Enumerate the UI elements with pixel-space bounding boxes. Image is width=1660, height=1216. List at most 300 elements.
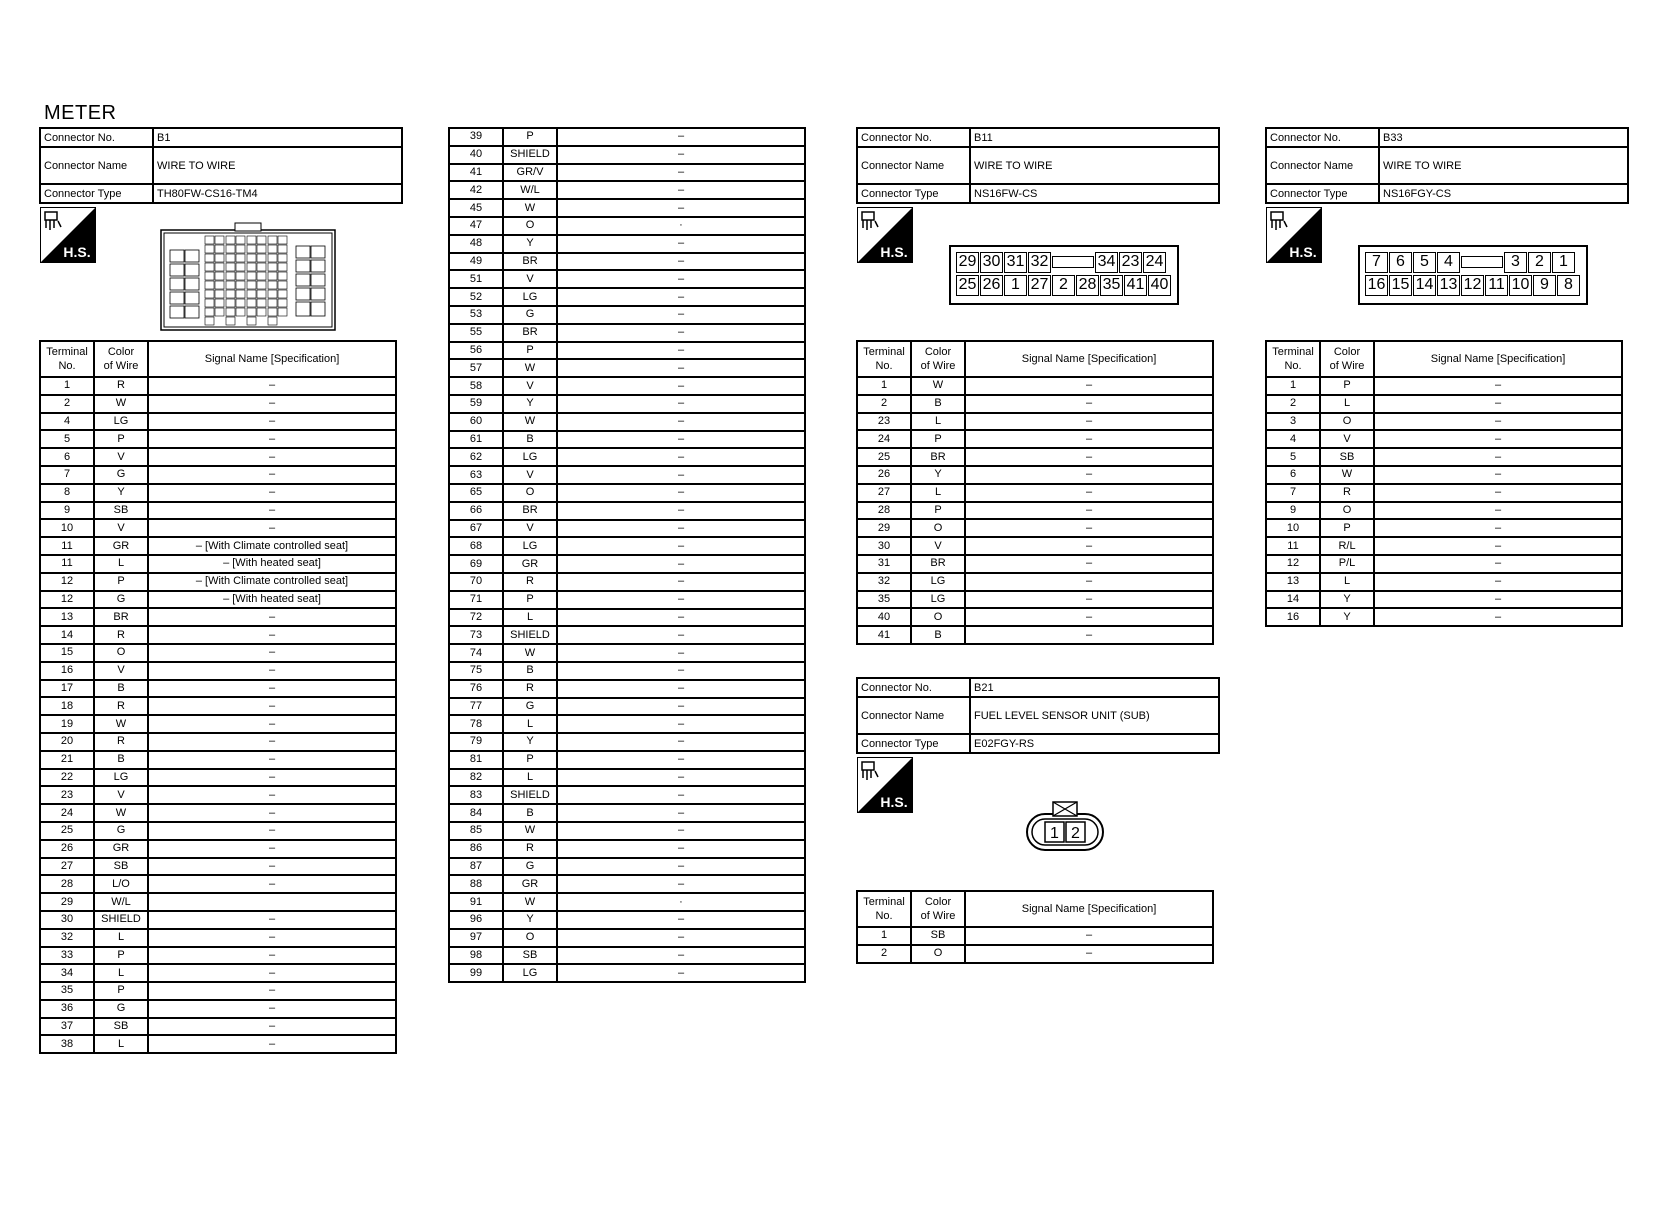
- wire-color-cell: B: [503, 662, 557, 680]
- wire-color-cell: W: [503, 199, 557, 217]
- table-row: [1266, 537, 1622, 555]
- wire-color-cell: W: [94, 715, 148, 733]
- wire-color-cell: P: [503, 128, 557, 146]
- wire-color-cell: B: [503, 804, 557, 822]
- table-row: [449, 359, 805, 377]
- terminal-no-cell: 20: [40, 733, 94, 751]
- table-row: [449, 342, 805, 360]
- terminal-no-cell: 36: [40, 1000, 94, 1018]
- connector-pin: 5: [1413, 252, 1436, 273]
- terminal-no-cell: 3: [1266, 413, 1320, 431]
- table-row: [857, 555, 1213, 573]
- signal-name-cell: –: [1374, 484, 1622, 502]
- terminal-no-cell: 96: [449, 911, 503, 929]
- header-signal-name: Signal Name [Specification]: [965, 891, 1213, 927]
- signal-name-cell: – [With heated seat]: [148, 555, 396, 573]
- header-color-of-wire: Color of Wire: [1320, 341, 1374, 377]
- b21-connector-name: FUEL LEVEL SENSOR UNIT (SUB): [970, 697, 1219, 734]
- terminal-no-cell: 41: [449, 164, 503, 182]
- signal-name-cell: –: [557, 413, 805, 431]
- wire-color-cell: BR: [503, 253, 557, 271]
- wire-color-cell: L: [94, 964, 148, 982]
- wire-color-cell: V: [94, 662, 148, 680]
- b11-connector-no: B11: [970, 128, 1219, 147]
- signal-name-cell: –: [1374, 466, 1622, 484]
- terminal-no-cell: 48: [449, 235, 503, 253]
- wire-color-cell: O: [911, 945, 965, 963]
- header-signal-name: Signal Name [Specification]: [1374, 341, 1622, 377]
- wire-color-cell: R: [94, 697, 148, 715]
- table-row: [40, 751, 396, 769]
- wire-color-cell: O: [1320, 502, 1374, 520]
- terminal-no-cell: 87: [449, 858, 503, 876]
- connector-pin: 4: [1437, 252, 1460, 273]
- signal-name-cell: –: [557, 591, 805, 609]
- terminal-no-cell: 29: [40, 893, 94, 911]
- signal-name-cell: –: [1374, 573, 1622, 591]
- signal-name-cell: –: [148, 608, 396, 626]
- signal-name-cell: –: [557, 253, 805, 271]
- header-terminal-no: Terminal No.: [857, 341, 911, 377]
- label-connector-name: Connector Name: [857, 697, 970, 734]
- wire-color-cell: SB: [911, 927, 965, 945]
- table-row: [40, 1035, 396, 1053]
- wire-color-cell: LG: [911, 591, 965, 609]
- table-row: [857, 608, 1213, 626]
- wire-color-cell: LG: [503, 448, 557, 466]
- wire-color-cell: LG: [911, 573, 965, 591]
- terminal-no-cell: 31: [857, 555, 911, 573]
- b33-connector-name: WIRE TO WIRE: [1379, 147, 1628, 184]
- table-row: [1266, 395, 1622, 413]
- signal-name-cell: –: [1374, 519, 1622, 537]
- table-row: [40, 964, 396, 982]
- terminal-no-cell: 2: [857, 395, 911, 413]
- table-row: [40, 929, 396, 947]
- header-signal-name: Signal Name [Specification]: [965, 341, 1213, 377]
- connector-b21-info: [856, 677, 1220, 754]
- signal-name-cell: –: [557, 537, 805, 555]
- connector-pin: 31: [1004, 252, 1027, 273]
- wire-color-cell: L: [503, 609, 557, 627]
- table-row: [40, 893, 396, 911]
- terminal-no-cell: 32: [40, 929, 94, 947]
- signal-name-cell: –: [557, 181, 805, 199]
- wire-color-cell: B: [911, 626, 965, 644]
- signal-name-cell: –: [1374, 502, 1622, 520]
- wire-color-cell: G: [94, 1000, 148, 1018]
- table-row: [40, 555, 396, 573]
- terminal-no-cell: 77: [449, 698, 503, 716]
- connector-pin: 9: [1533, 275, 1556, 296]
- wire-color-cell: R: [503, 573, 557, 591]
- wire-color-cell: L: [94, 555, 148, 573]
- connector-pin: 40: [1148, 275, 1171, 296]
- table-row: [449, 537, 805, 555]
- terminal-no-cell: 5: [40, 430, 94, 448]
- table-row: [449, 199, 805, 217]
- terminal-no-cell: 14: [40, 626, 94, 644]
- wire-color-cell: O: [503, 929, 557, 947]
- terminal-no-cell: 58: [449, 377, 503, 395]
- connector-pin: 32: [1028, 252, 1051, 273]
- wire-color-cell: SB: [1320, 448, 1374, 466]
- terminal-no-cell: 2: [1266, 395, 1320, 413]
- connector-b1-info: [39, 127, 403, 204]
- wire-color-cell: SHIELD: [503, 626, 557, 644]
- b11-connector-face: [949, 245, 1179, 305]
- terminal-no-cell: 82: [449, 769, 503, 787]
- signal-name-cell: –: [965, 608, 1213, 626]
- terminal-no-cell: 11: [1266, 537, 1320, 555]
- wire-color-cell: W: [1320, 466, 1374, 484]
- table-row: [857, 413, 1213, 431]
- terminal-no-cell: 42: [449, 181, 503, 199]
- hs-badge-text: H.S.: [63, 244, 91, 260]
- table-row: [40, 448, 396, 466]
- b21-connector-no: B21: [970, 678, 1219, 697]
- wire-color-cell: L: [94, 1035, 148, 1053]
- terminal-no-cell: 71: [449, 591, 503, 609]
- terminal-no-cell: 23: [857, 413, 911, 431]
- wire-color-cell: LG: [503, 964, 557, 982]
- terminal-no-cell: 33: [40, 947, 94, 965]
- connector-pin: 14: [1413, 275, 1436, 296]
- table-row: [449, 288, 805, 306]
- signal-name-cell: –: [965, 448, 1213, 466]
- harness-side-icon: [857, 207, 913, 263]
- signal-name-cell: –: [557, 235, 805, 253]
- wire-color-cell: P: [503, 591, 557, 609]
- signal-name-cell: ·: [557, 893, 805, 911]
- table-row: [449, 786, 805, 804]
- signal-name-cell: –: [148, 697, 396, 715]
- terminal-no-cell: 2: [857, 945, 911, 963]
- b11-connector-name: WIRE TO WIRE: [970, 147, 1219, 184]
- terminal-no-cell: 17: [40, 680, 94, 698]
- signal-name-cell: –: [148, 982, 396, 1000]
- signal-name-cell: –: [557, 306, 805, 324]
- table-row: [449, 893, 805, 911]
- connector-key-slot: [1052, 256, 1094, 268]
- table-row: [449, 573, 805, 591]
- terminal-no-cell: 29: [857, 519, 911, 537]
- table-row: [40, 466, 396, 484]
- signal-name-cell: –: [148, 1035, 396, 1053]
- signal-name-cell: –: [557, 555, 805, 573]
- connector-pin: 1: [1552, 252, 1575, 273]
- connector-pin: 23: [1119, 252, 1142, 273]
- terminal-no-cell: 9: [1266, 502, 1320, 520]
- terminal-no-cell: 6: [40, 448, 94, 466]
- table-row: [449, 128, 805, 146]
- table-row: [857, 502, 1213, 520]
- wire-color-cell: G: [503, 858, 557, 876]
- terminal-no-cell: 74: [449, 644, 503, 662]
- table-row: [857, 927, 1213, 945]
- wire-color-cell: G: [503, 698, 557, 716]
- table-row: [40, 947, 396, 965]
- signal-name-cell: –: [557, 377, 805, 395]
- terminal-no-cell: 24: [40, 804, 94, 822]
- terminal-no-cell: 81: [449, 751, 503, 769]
- b11-connector-type: NS16FW-CS: [970, 184, 1219, 203]
- terminal-no-cell: 56: [449, 342, 503, 360]
- connector-pin: 34: [1095, 252, 1118, 273]
- terminal-no-cell: 99: [449, 964, 503, 982]
- terminal-no-cell: 16: [1266, 608, 1320, 626]
- table-row: [449, 270, 805, 288]
- b33-connector-no: B33: [1379, 128, 1628, 147]
- terminal-no-cell: 12: [40, 591, 94, 609]
- terminal-no-cell: 22: [40, 769, 94, 787]
- table-row: [449, 324, 805, 342]
- wire-color-cell: P: [94, 430, 148, 448]
- signal-name-cell: –: [557, 288, 805, 306]
- signal-name-cell: –: [557, 769, 805, 787]
- signal-name-cell: – [With Climate controlled seat]: [148, 537, 396, 555]
- terminal-no-cell: 6: [1266, 466, 1320, 484]
- terminal-no-cell: 11: [40, 555, 94, 573]
- signal-name-cell: –: [557, 395, 805, 413]
- wire-color-cell: V: [503, 520, 557, 538]
- signal-name-cell: –: [557, 484, 805, 502]
- table-row: [449, 804, 805, 822]
- signal-name-cell: –: [148, 911, 396, 929]
- wire-color-cell: B: [503, 431, 557, 449]
- terminal-no-cell: 63: [449, 466, 503, 484]
- signal-name-cell: –: [557, 840, 805, 858]
- b33-connector-type: NS16FGY-CS: [1379, 184, 1628, 203]
- wire-color-cell: P: [94, 947, 148, 965]
- hs-badge-text: H.S.: [1289, 244, 1317, 260]
- table-row: [449, 413, 805, 431]
- table-row: [857, 626, 1213, 644]
- wire-color-cell: O: [911, 519, 965, 537]
- table-row: [449, 822, 805, 840]
- label-connector-name: Connector Name: [1266, 147, 1379, 184]
- wire-color-cell: GR: [503, 555, 557, 573]
- signal-name-cell: –: [1374, 430, 1622, 448]
- table-row: [1266, 466, 1622, 484]
- wire-color-cell: L: [911, 413, 965, 431]
- terminal-no-cell: 40: [449, 146, 503, 164]
- table-row: [40, 519, 396, 537]
- connector-pin: 29: [956, 252, 979, 273]
- table-row: [449, 609, 805, 627]
- signal-name-cell: –: [965, 519, 1213, 537]
- connector-pin: 2: [1528, 252, 1551, 273]
- signal-name-cell: –: [148, 751, 396, 769]
- wire-color-cell: R: [94, 377, 148, 395]
- signal-name-cell: –: [557, 751, 805, 769]
- wire-color-cell: P/L: [1320, 555, 1374, 573]
- wire-color-cell: R: [94, 733, 148, 751]
- terminal-no-cell: 88: [449, 875, 503, 893]
- b21-connector-face-diagram: [1025, 800, 1105, 852]
- signal-name-cell: –: [1374, 537, 1622, 555]
- wire-color-cell: L/O: [94, 875, 148, 893]
- table-row: [40, 502, 396, 520]
- signal-name-cell: –: [148, 1018, 396, 1036]
- signal-name-cell: –: [148, 804, 396, 822]
- table-row: [449, 520, 805, 538]
- wire-color-cell: GR: [503, 875, 557, 893]
- label-connector-no: Connector No.: [1266, 128, 1379, 147]
- terminal-no-cell: 51: [449, 270, 503, 288]
- terminal-no-cell: 65: [449, 484, 503, 502]
- signal-name-cell: –: [557, 520, 805, 538]
- terminal-no-cell: 40: [857, 608, 911, 626]
- terminal-no-cell: 85: [449, 822, 503, 840]
- signal-name-cell: –: [148, 875, 396, 893]
- signal-name-cell: –: [148, 395, 396, 413]
- table-row: [1266, 430, 1622, 448]
- table-row: [449, 181, 805, 199]
- terminal-no-cell: 78: [449, 715, 503, 733]
- b1-connector-type: TH80FW-CS16-TM4: [153, 184, 402, 203]
- signal-name-cell: –: [557, 431, 805, 449]
- wire-color-cell: W: [503, 893, 557, 911]
- signal-name-cell: –: [557, 359, 805, 377]
- connector-pin: 10: [1509, 275, 1532, 296]
- wire-color-cell: B: [94, 680, 148, 698]
- signal-name-cell: –: [557, 929, 805, 947]
- signal-name-cell: –: [965, 537, 1213, 555]
- terminal-no-cell: 12: [1266, 555, 1320, 573]
- wire-color-cell: LG: [503, 288, 557, 306]
- table-row: [449, 840, 805, 858]
- b21-pin-1-label: 1: [1050, 825, 1059, 842]
- signal-name-cell: –: [557, 875, 805, 893]
- wire-color-cell: V: [94, 786, 148, 804]
- table-row: [449, 858, 805, 876]
- connector-b11-info: [856, 127, 1220, 204]
- wire-color-cell: Y: [503, 911, 557, 929]
- wire-color-cell: LG: [94, 413, 148, 431]
- signal-name-cell: –: [148, 769, 396, 787]
- signal-name-cell: –: [557, 804, 805, 822]
- table-row: [40, 822, 396, 840]
- table-row: [40, 911, 396, 929]
- wire-color-cell: GR: [94, 840, 148, 858]
- terminal-no-cell: 28: [40, 875, 94, 893]
- terminal-no-cell: 49: [449, 253, 503, 271]
- table-row: [857, 519, 1213, 537]
- wire-color-cell: LG: [94, 769, 148, 787]
- terminal-no-cell: 10: [40, 519, 94, 537]
- terminal-no-cell: 8: [40, 484, 94, 502]
- header-color-of-wire: Color of Wire: [94, 341, 148, 377]
- terminal-no-cell: 21: [40, 751, 94, 769]
- table-row: [1266, 573, 1622, 591]
- table-row: [449, 875, 805, 893]
- connector-pin: 11: [1485, 275, 1508, 296]
- signal-name-cell: –: [148, 1000, 396, 1018]
- harness-side-icon: [857, 757, 913, 813]
- terminal-no-cell: 83: [449, 786, 503, 804]
- table-row: [40, 430, 396, 448]
- terminal-no-cell: 69: [449, 555, 503, 573]
- table-row: [857, 395, 1213, 413]
- label-connector-name: Connector Name: [40, 147, 153, 184]
- terminal-no-cell: 7: [40, 466, 94, 484]
- wire-color-cell: W/L: [94, 893, 148, 911]
- table-row: [40, 733, 396, 751]
- terminal-no-cell: 98: [449, 947, 503, 965]
- wire-color-cell: O: [503, 217, 557, 235]
- table-row: [1266, 519, 1622, 537]
- table-row: [449, 591, 805, 609]
- wire-color-cell: Y: [1320, 591, 1374, 609]
- terminal-no-cell: 73: [449, 626, 503, 644]
- signal-name-cell: –: [557, 964, 805, 982]
- table-row: [1266, 484, 1622, 502]
- table-row: [40, 982, 396, 1000]
- terminal-no-cell: 86: [449, 840, 503, 858]
- terminal-no-cell: 13: [1266, 573, 1320, 591]
- connector-pin: 8: [1557, 275, 1580, 296]
- terminal-no-cell: 53: [449, 306, 503, 324]
- signal-name-cell: –: [557, 270, 805, 288]
- table-row: [40, 1018, 396, 1036]
- connector-pin: 25: [956, 275, 979, 296]
- table-row: [1266, 377, 1622, 395]
- table-row: [449, 555, 805, 573]
- wire-color-cell: O: [911, 608, 965, 626]
- signal-name-cell: –: [148, 662, 396, 680]
- header-signal-name: Signal Name [Specification]: [148, 341, 396, 377]
- terminal-no-cell: 30: [40, 911, 94, 929]
- label-connector-type: Connector Type: [857, 184, 970, 203]
- wire-color-cell: SB: [503, 947, 557, 965]
- table-row: [1266, 591, 1622, 609]
- signal-name-cell: –: [965, 413, 1213, 431]
- wire-color-cell: P: [94, 573, 148, 591]
- table-row: [857, 537, 1213, 555]
- terminal-no-cell: 12: [40, 573, 94, 591]
- connector-pin: 15: [1389, 275, 1412, 296]
- table-row: [40, 484, 396, 502]
- signal-name-cell: ·: [557, 217, 805, 235]
- terminal-no-cell: 55: [449, 324, 503, 342]
- signal-name-cell: –: [557, 342, 805, 360]
- table-row: [857, 430, 1213, 448]
- terminal-no-cell: 68: [449, 537, 503, 555]
- signal-name-cell: –: [557, 698, 805, 716]
- signal-name-cell: –: [148, 502, 396, 520]
- signal-name-cell: –: [965, 945, 1213, 963]
- table-row: [449, 306, 805, 324]
- signal-name-cell: –: [1374, 448, 1622, 466]
- wire-color-cell: Y: [94, 484, 148, 502]
- table-row: [449, 395, 805, 413]
- wire-color-cell: BR: [503, 324, 557, 342]
- terminal-no-cell: 62: [449, 448, 503, 466]
- table-row: [449, 715, 805, 733]
- signal-name-cell: –: [1374, 413, 1622, 431]
- b33-connector-face: [1358, 245, 1588, 305]
- table-row: [857, 377, 1213, 395]
- connector-pin: 12: [1461, 275, 1484, 296]
- terminal-no-cell: 4: [1266, 430, 1320, 448]
- terminal-no-cell: 97: [449, 929, 503, 947]
- signal-name-cell: –: [148, 840, 396, 858]
- terminal-no-cell: 39: [449, 128, 503, 146]
- wire-color-cell: W: [503, 359, 557, 377]
- wire-color-cell: W: [94, 395, 148, 413]
- signal-name-cell: –: [148, 929, 396, 947]
